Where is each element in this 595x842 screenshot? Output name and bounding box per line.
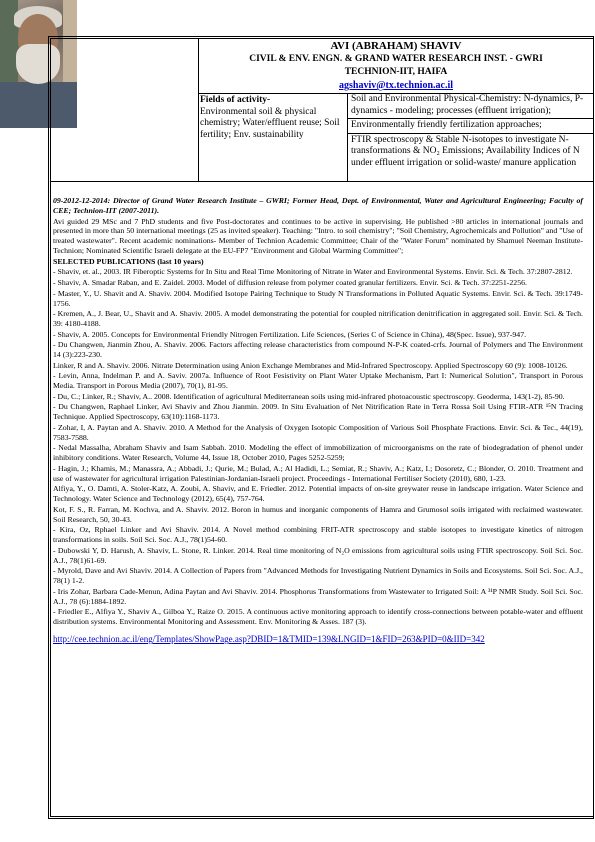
publication-item: - Nedal Massalha, Abraham Shaviv and Isam Sabbah. 2010. Modeling the effect of immobilization of microorganisms on the rate of biodegradation of phenol under inhibitory conditions. Water Research, Volume 44, Issue 18, October 2010, Pages 5252-5259; bbox=[53, 443, 583, 463]
publications-title: SELECTED PUBLICATIONS (last 10 years) bbox=[53, 256, 204, 266]
fields-of-activity bbox=[200, 95, 346, 141]
bio-paragraph: Avi guided 29 MSc and 7 PhD students and five Post-doctorates and continues to be active in supervising. He published >80 articles in international journals and presented in more than 50 international meetings (25 as invited speaker). Teaching: "Intro. to soil chemistry"; "Soil Chemistry, Agrochemicals and Pollution" and "Use of treated wastewater". Recent academic nominations- Member of Technion Academic Committee; Chair of the "Water Forum" nominated by Shamuel Neeman Institute-Technion; Nominated Scientific Israeli delegate at the EU-FP7 "Environment and Global Warming Committee"; bbox=[53, 216, 583, 256]
publication-item: Linker, R and A. Shaviv. 2006. Nitrate Determination using Anion Exchange Membranes and Mid-Infrared Spectroscopy. Applied Spectroscopy 60 (9): 1008-10126. bbox=[53, 360, 568, 370]
publication-item: - Du Changwen, Jianmin Zhou, A. Shaviv. 2006. Factors affecting release characteristics from compound N-P-K coated-crfs. Journal of Polymers and The Environment 14 (3):223-230. bbox=[53, 340, 583, 360]
publication-item: - Du Changwen, Raphael Linker, Avi Shaviv and Zhou Jianmin. 2009. In Situ Evaluation of Net Nitrification Rate in Terra Rossa Soil Using FTIR-ATR ¹⁵N Tracing Technique. Applied Spectroscopy, 63(10):1168-1173. bbox=[53, 402, 583, 422]
topic-cell: Environmentally friendly fertilization approaches; bbox=[348, 119, 594, 134]
publication-item: - Friedler E., Alfiya Y., Shaviv A., Gilboa Y., Raize O. 2015. A continuous active monitoring approach to identify cross-connections between potable-water and effluent distribution systems. Environmental Monitoring and Assessment. Env. Monitoring & Asses. 187 (3). bbox=[53, 607, 583, 627]
position-summary: 09-2012-12-2014: Director of Grand Water Research Institute – GWRI; Former Head, Dept. of Environmental, Water and Agricultural Engineering; Faculty of CEE; Technion-IIT (2007-2011). bbox=[53, 196, 583, 215]
publication-item: - Iris Zohar, Barbara Cade-Menun, Adina Paytan and Avi Shaviv. 2014. Phosphorus Transformations from Wastewater to Irrigated Soil: A ³¹P NMR Study. Soil Sci. Soc. A.J., 78 (6):1884-1892. bbox=[53, 586, 583, 606]
research-topics bbox=[348, 93, 594, 170]
publication-item: - Dubowski Y, D. Harush, A. Shaviv, L. Stone, R. Linker. 2014. Real time monitoring of N₂O emissions from agricultural soils using FTIR spectroscopy. Soil Sci. Soc. A.J., 78(1)61-69. bbox=[53, 545, 583, 565]
email-link[interactable]: agshaviv@tx.technion.ac.il bbox=[338, 80, 454, 91]
publication-item: - Shaviv, A. 2005. Concepts for Environmental Friendly Nitrogen Fertilization. Life Sciences, (Series C of Science in China), 48(Spec. Issue), 937-947. bbox=[53, 329, 527, 339]
table-divider bbox=[198, 38, 199, 182]
fields-text: Environmental soil & physical chemistry; Water/effluent reuse; Soil fertility; Env. sustainability bbox=[200, 106, 340, 140]
topic-cell: FTIR spectroscopy & Stable N-isotopes to investigate N-transformations & NO₂ Emissions; Availability Indices of N under effluent irrigation or solid-waste/ manure application bbox=[351, 134, 580, 168]
publication-item: - Du, C.; Linker, R.; Shaviv, A.. 2008. Identification of agricultural Mediterranean soils using mid-infrared photoacoustic spectroscopy. Geoderma, 143(1-2), 85-90. bbox=[53, 391, 565, 401]
publication-item: - Kremen, A., J. Bear, U., Shavit and A. Shaviv. 2005. A model demonstrating the potential for coupled nitrification denitrification in aggregated soil. Envir. Sci. & Tech. 39: 4180-4188. bbox=[53, 309, 583, 328]
profile-url-link[interactable]: http://cee.technion.ac.il/eng/Templates/ShowPage.asp?DBID=1&TMID=139&LNGID=1&FID=263&PID=0&IID=342 bbox=[53, 634, 485, 645]
publication-item: - Shaviv, A. Smadar Raban, and E. Zaidel. 2003. Model of diffusion release from polymer coated granular fertilizers. Envir. Sci. & Tech. 37:2251-2256. bbox=[53, 278, 527, 287]
publication-item: - Levin, Anna, Indelman P. and A. Saviv. 2007a. Influence of Root Fesistivity on Plant Water Uptake Mechanism, Part I: Numerical Solution", Transport in Porous Media. Transport in Porous Media (2007), 70(1), 81-95. bbox=[53, 371, 583, 391]
affiliation-line-1: CIVIL & ENV. ENGN. & GRAND WATER RESEARCH INST. - GWRI bbox=[249, 54, 543, 64]
publication-item: Kot, F. S., R. Farran, M. Kochva, and A. Shaviv. 2012. Boron in humus and inorganic components of Hamra and Grumosol soils irrigated with reclaimed wastewater. Soil Research, 50, 30-43. bbox=[53, 504, 583, 524]
cv-body bbox=[53, 196, 583, 646]
publication-item: - Master, Y., U. Shavit and A. Shaviv. 2004. Modified Isotope Pairing Technique to Study N Transformations in Polluted Aquatic Systems. Envir. Sci. & Tech. 39:1749-1756. bbox=[53, 288, 583, 308]
fields-title: Fields of activity- bbox=[200, 95, 271, 105]
topic-cell: Soil and Environmental Physical-Chemistry: N-dynamics, P-dynamics - modeling; processes (effluent irrigation); bbox=[348, 93, 594, 119]
publication-item: - Hagin, J.; Khamis, M.; Manassra, A.; Abbadi, J.; Qurie, M.; Bulad, A.; Al Hadidi, L.; Semiat, R.; Shaviv, A.; Katz, I.; Dosoretz, C.; Blonder, O. 2010. Treatment and use of wastewater for agricultural irrigation Palestinian-Jordanian-Israeli project. Proceedings - International Fertiliser Society (2010), 680, 1-23. bbox=[53, 463, 583, 483]
publication-list bbox=[53, 267, 583, 627]
publication-item: - Shaviv, et. al., 2003. IR Fiberoptic Systems for In Situ and Real Time Monitoring of Nitrate in Water and Environmental Systems. Envir. Sci. & Tech. 37:2807-2812. bbox=[53, 267, 573, 277]
publication-item: Alfiya, Y., O. Damti, A. Stoler-Katz, A. Zoubi, A. Shaviv, and E. Friedler. 2012. Potential impacts of on-site greywater reuse in landscape irrigation. Water Science and Technology. Water Science and Technology (2012), 65(4), 757-764. bbox=[53, 484, 583, 504]
publication-item: - Zohar, I, A. Paytan and A. Shaviv. 2010. A Method for the Analysis of Oxygen Isotopic Composition of Various Soil Phosphate Fractions. Envir. Sci. & Tec., 44(19), 7583-7588. bbox=[53, 422, 583, 442]
person-name: AVI (ABRAHAM) SHAVIV bbox=[330, 40, 462, 52]
cv-header bbox=[198, 38, 594, 94]
table-divider bbox=[50, 181, 594, 182]
publication-item: - Kira, Oz, Rphael Linker and Avi Shaviv. 2014. A Novel method combining FRIT-ATR spectroscopy and stable isotopes to investigate kinetics of nitrogen transformations in soils. Soil Sci. Soc. A.J., 78(1)54-60. bbox=[53, 525, 583, 545]
publication-item: - Myrold, Dave and Avi Shaviv. 2014. A Collection of Papers from "Advanced Methods for Investigating Nutrient Dynamics in Soils and Ecosystems. Soil Sci. Soc. A.J., 78(1) 1-2. bbox=[53, 566, 583, 586]
affiliation-line-2: TECHNION-IIT, HAIFA bbox=[344, 67, 448, 77]
